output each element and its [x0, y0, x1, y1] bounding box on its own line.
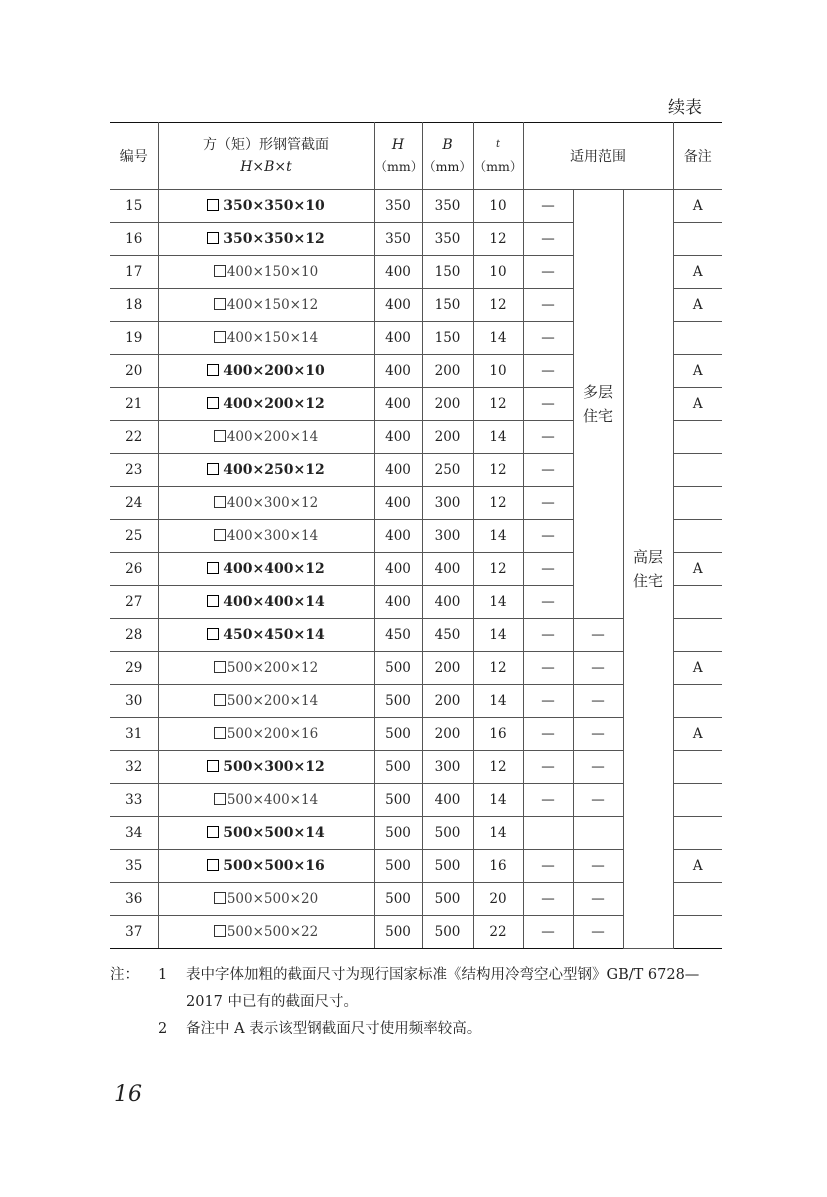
- row-remark: [673, 421, 722, 454]
- note-text: 表中字体加粗的截面尺寸为现行国家标准《结构用冷弯空心型钢》GB/T 6728—2017 中已有的截面尺寸。: [186, 967, 700, 1010]
- section-size-text: 500×500×22: [226, 924, 319, 940]
- row-section: [158, 553, 374, 586]
- row-h: 400: [374, 454, 422, 487]
- section-size-text: 350×350×10: [223, 198, 325, 214]
- row-section: [158, 289, 374, 322]
- square-tube-icon: [207, 463, 219, 475]
- scope-dash-b: —: [573, 652, 623, 685]
- steel-section-table: [110, 122, 722, 949]
- row-h: 350: [374, 223, 422, 256]
- row-no: 36: [110, 883, 158, 916]
- scope-dash-a: —: [523, 322, 573, 355]
- section-size-text: 400×200×12: [223, 396, 325, 412]
- table-header-row: [110, 123, 722, 190]
- scope-dash-a: —: [523, 751, 573, 784]
- header-h-symbol: H: [391, 137, 405, 153]
- row-b: 300: [422, 487, 473, 520]
- section-size: [207, 627, 324, 643]
- row-t: 12: [473, 652, 523, 685]
- row-section: [158, 586, 374, 619]
- row-t: 16: [473, 850, 523, 883]
- row-remark: A: [673, 652, 722, 685]
- note-number: 2: [158, 1021, 168, 1037]
- notes-lead: 注：: [110, 967, 139, 983]
- section-size: [214, 495, 318, 511]
- row-h: 400: [374, 421, 422, 454]
- row-section: [158, 883, 374, 916]
- header-b-unit: （mm）: [423, 159, 472, 174]
- row-b: 400: [422, 784, 473, 817]
- section-size: [214, 693, 318, 709]
- row-no: 15: [110, 190, 158, 223]
- row-h: 400: [374, 355, 422, 388]
- row-no: 23: [110, 454, 158, 487]
- square-tube-icon: [207, 859, 219, 871]
- row-h: 350: [374, 190, 422, 223]
- scope-multi-storey: [573, 190, 623, 619]
- section-size: [207, 561, 324, 577]
- section-size: [207, 198, 324, 214]
- note-number: 1: [158, 967, 168, 983]
- row-section: [158, 223, 374, 256]
- square-tube-icon: [214, 694, 226, 706]
- row-b: 300: [422, 520, 473, 553]
- row-no: 20: [110, 355, 158, 388]
- row-remark: [673, 487, 722, 520]
- row-b: 200: [422, 388, 473, 421]
- section-size-text: 400×150×14: [226, 330, 319, 346]
- section-size-text: 500×200×16: [226, 726, 319, 742]
- header-section-title: 方（矩）形钢管截面: [203, 137, 329, 153]
- row-b: 400: [422, 586, 473, 619]
- section-size-text: 500×300×12: [223, 759, 325, 775]
- row-remark: A: [673, 718, 722, 751]
- section-size-text: 500×500×16: [223, 858, 325, 874]
- section-size-text: 400×300×12: [226, 495, 319, 511]
- section-size: [207, 858, 324, 874]
- scope-dash-b: —: [573, 784, 623, 817]
- section-size: [214, 297, 318, 313]
- square-tube-icon: [214, 661, 226, 673]
- row-section: [158, 619, 374, 652]
- header-no: 编号: [110, 123, 158, 190]
- row-b: 200: [422, 355, 473, 388]
- row-h: 400: [374, 289, 422, 322]
- scope-dash-b: —: [573, 619, 623, 652]
- row-t: 14: [473, 817, 523, 850]
- note-item: [110, 1016, 728, 1043]
- row-section: [158, 454, 374, 487]
- row-section: [158, 751, 374, 784]
- scope-dash-b: —: [573, 751, 623, 784]
- row-t: 10: [473, 355, 523, 388]
- row-no: 35: [110, 850, 158, 883]
- square-tube-icon: [207, 628, 219, 640]
- row-remark: A: [673, 553, 722, 586]
- row-t: 22: [473, 916, 523, 949]
- section-size: [207, 231, 324, 247]
- row-t: 14: [473, 586, 523, 619]
- header-t-symbol: t: [495, 139, 501, 150]
- row-b: 450: [422, 619, 473, 652]
- row-h: 500: [374, 652, 422, 685]
- scope-dash-a: —: [523, 454, 573, 487]
- row-remark: [673, 817, 722, 850]
- scope-dash-a: —: [523, 850, 573, 883]
- section-size: [207, 759, 324, 775]
- row-t: 12: [473, 553, 523, 586]
- row-h: 500: [374, 817, 422, 850]
- row-remark: [673, 223, 722, 256]
- row-h: 500: [374, 685, 422, 718]
- row-b: 500: [422, 817, 473, 850]
- row-section: [158, 850, 374, 883]
- row-section: [158, 190, 374, 223]
- row-section: [158, 685, 374, 718]
- row-t: 14: [473, 784, 523, 817]
- scope-dash-a: —: [523, 289, 573, 322]
- section-size-text: 400×400×14: [223, 594, 325, 610]
- row-h: 500: [374, 718, 422, 751]
- section-size: [214, 726, 318, 742]
- section-size-text: 350×350×12: [223, 231, 325, 247]
- row-h: 400: [374, 520, 422, 553]
- header-t-unit: （mm）: [473, 159, 523, 174]
- scope-dash-a: —: [523, 520, 573, 553]
- row-remark: [673, 322, 722, 355]
- scope-dash-a: —: [523, 784, 573, 817]
- square-tube-icon: [214, 727, 226, 739]
- row-t: 14: [473, 685, 523, 718]
- row-h: 400: [374, 553, 422, 586]
- row-section: [158, 652, 374, 685]
- row-no: 16: [110, 223, 158, 256]
- square-tube-icon: [214, 793, 226, 805]
- row-b: 200: [422, 718, 473, 751]
- scope-dash-a: —: [523, 619, 573, 652]
- section-size-text: 400×200×14: [226, 429, 319, 445]
- row-t: 20: [473, 883, 523, 916]
- row-section: [158, 256, 374, 289]
- section-size: [214, 792, 318, 808]
- section-size-text: 500×400×14: [226, 792, 319, 808]
- square-tube-icon: [207, 760, 219, 772]
- row-no: 18: [110, 289, 158, 322]
- row-remark: A: [673, 256, 722, 289]
- row-t: 12: [473, 751, 523, 784]
- row-no: 32: [110, 751, 158, 784]
- table-row: [110, 190, 722, 223]
- row-t: 14: [473, 619, 523, 652]
- section-size: [214, 528, 318, 544]
- row-t: 12: [473, 388, 523, 421]
- note-text: 备注中 A 表示该型钢截面尺寸使用频率较高。: [186, 1021, 482, 1037]
- square-tube-icon: [207, 232, 219, 244]
- row-remark: A: [673, 289, 722, 322]
- square-tube-icon: [214, 298, 226, 310]
- row-no: 29: [110, 652, 158, 685]
- section-size: [207, 462, 324, 478]
- section-size-text: 500×200×14: [226, 693, 319, 709]
- row-remark: [673, 520, 722, 553]
- square-tube-icon: [214, 892, 226, 904]
- header-section: [158, 123, 374, 190]
- row-h: 500: [374, 784, 422, 817]
- row-section: [158, 388, 374, 421]
- row-b: 500: [422, 916, 473, 949]
- notes-block: [110, 962, 728, 1043]
- row-t: 14: [473, 520, 523, 553]
- row-remark: [673, 586, 722, 619]
- row-section: [158, 916, 374, 949]
- table-body: [110, 190, 722, 949]
- header-remark: 备注: [673, 123, 722, 190]
- section-size: [214, 330, 318, 346]
- scope-dash-a: —: [523, 685, 573, 718]
- scope-dash-a: —: [523, 355, 573, 388]
- section-size-text: 500×500×14: [223, 825, 325, 841]
- scope-dash-b: [573, 817, 623, 850]
- square-tube-icon: [207, 562, 219, 574]
- row-no: 22: [110, 421, 158, 454]
- row-remark: [673, 454, 722, 487]
- scope-dash-a: —: [523, 883, 573, 916]
- scope-multi-label: 多层住宅: [582, 383, 613, 425]
- row-t: 12: [473, 289, 523, 322]
- row-remark: A: [673, 190, 722, 223]
- square-tube-icon: [207, 199, 219, 211]
- row-remark: [673, 784, 722, 817]
- row-no: 34: [110, 817, 158, 850]
- row-b: 500: [422, 850, 473, 883]
- header-t: [473, 123, 523, 190]
- section-size-text: 400×250×12: [223, 462, 325, 478]
- section-size-text: 450×450×14: [223, 627, 325, 643]
- section-size: [214, 924, 318, 940]
- section-size-text: 500×500×20: [226, 891, 319, 907]
- section-size: [214, 264, 318, 280]
- row-t: 12: [473, 223, 523, 256]
- note-item: [110, 962, 728, 1016]
- row-no: 21: [110, 388, 158, 421]
- scope-high-storey: [623, 190, 673, 949]
- row-no: 30: [110, 685, 158, 718]
- row-no: 28: [110, 619, 158, 652]
- section-size: [207, 396, 324, 412]
- row-no: 24: [110, 487, 158, 520]
- scope-dash-b: —: [573, 883, 623, 916]
- square-tube-icon: [214, 265, 226, 277]
- row-h: 500: [374, 751, 422, 784]
- row-remark: A: [673, 355, 722, 388]
- section-size-text: 400×200×10: [223, 363, 325, 379]
- scope-dash-a: —: [523, 487, 573, 520]
- row-section: [158, 718, 374, 751]
- section-size: [207, 825, 324, 841]
- row-section: [158, 355, 374, 388]
- row-b: 200: [422, 685, 473, 718]
- row-b: 500: [422, 883, 473, 916]
- row-section: [158, 520, 374, 553]
- section-size: [207, 363, 324, 379]
- square-tube-icon: [207, 364, 219, 376]
- section-size-text: 400×400×12: [223, 561, 325, 577]
- header-section-formula: H×B×t: [240, 159, 292, 175]
- square-tube-icon: [214, 529, 226, 541]
- row-remark: A: [673, 850, 722, 883]
- row-b: 150: [422, 289, 473, 322]
- row-h: 500: [374, 883, 422, 916]
- scope-dash-a: —: [523, 388, 573, 421]
- scope-dash-a: —: [523, 586, 573, 619]
- header-h: [374, 123, 422, 190]
- scope-dash-b: —: [573, 718, 623, 751]
- square-tube-icon: [207, 397, 219, 409]
- square-tube-icon: [214, 430, 226, 442]
- scope-dash-b: —: [573, 850, 623, 883]
- scope-dash-b: —: [573, 916, 623, 949]
- scope-high-label: 高层住宅: [632, 548, 663, 590]
- page-number: 16: [114, 1082, 142, 1107]
- section-size-text: 400×150×12: [226, 297, 319, 313]
- row-remark: [673, 619, 722, 652]
- row-no: 31: [110, 718, 158, 751]
- row-remark: [673, 883, 722, 916]
- scope-dash-a: —: [523, 652, 573, 685]
- row-no: 33: [110, 784, 158, 817]
- continued-label: 续表: [668, 98, 702, 118]
- scope-dash-a: —: [523, 421, 573, 454]
- row-remark: [673, 751, 722, 784]
- row-no: 17: [110, 256, 158, 289]
- row-b: 350: [422, 223, 473, 256]
- row-remark: [673, 916, 722, 949]
- row-t: 12: [473, 454, 523, 487]
- scope-dash-a: —: [523, 256, 573, 289]
- row-b: 300: [422, 751, 473, 784]
- row-no: 27: [110, 586, 158, 619]
- row-remark: [673, 685, 722, 718]
- row-b: 200: [422, 421, 473, 454]
- scope-dash-a: —: [523, 190, 573, 223]
- row-t: 10: [473, 190, 523, 223]
- section-size: [214, 891, 318, 907]
- scope-dash-a: [523, 817, 573, 850]
- square-tube-icon: [214, 331, 226, 343]
- square-tube-icon: [207, 826, 219, 838]
- row-b: 250: [422, 454, 473, 487]
- row-h: 500: [374, 850, 422, 883]
- header-scope: 适用范围: [523, 123, 673, 190]
- row-section: [158, 421, 374, 454]
- row-remark: A: [673, 388, 722, 421]
- square-tube-icon: [214, 925, 226, 937]
- row-no: 37: [110, 916, 158, 949]
- row-h: 450: [374, 619, 422, 652]
- row-no: 25: [110, 520, 158, 553]
- section-size-text: 500×200×12: [226, 660, 319, 676]
- row-h: 400: [374, 487, 422, 520]
- row-section: [158, 784, 374, 817]
- row-t: 14: [473, 322, 523, 355]
- scope-dash-a: —: [523, 223, 573, 256]
- scope-dash-a: —: [523, 718, 573, 751]
- row-t: 12: [473, 487, 523, 520]
- header-b: [422, 123, 473, 190]
- header-h-unit: （mm）: [374, 159, 424, 174]
- row-h: 400: [374, 388, 422, 421]
- row-t: 16: [473, 718, 523, 751]
- row-b: 150: [422, 256, 473, 289]
- square-tube-icon: [214, 496, 226, 508]
- row-no: 26: [110, 553, 158, 586]
- section-size: [214, 429, 318, 445]
- scope-dash-a: —: [523, 916, 573, 949]
- row-section: [158, 487, 374, 520]
- section-size-text: 400×150×10: [226, 264, 319, 280]
- square-tube-icon: [207, 595, 219, 607]
- row-b: 200: [422, 652, 473, 685]
- row-h: 400: [374, 322, 422, 355]
- section-size: [207, 594, 324, 610]
- row-section: [158, 817, 374, 850]
- header-b-symbol: B: [442, 137, 453, 153]
- row-h: 500: [374, 916, 422, 949]
- row-section: [158, 322, 374, 355]
- row-b: 400: [422, 553, 473, 586]
- row-b: 150: [422, 322, 473, 355]
- row-h: 400: [374, 256, 422, 289]
- scope-dash-b: —: [573, 685, 623, 718]
- row-t: 10: [473, 256, 523, 289]
- row-b: 350: [422, 190, 473, 223]
- scope-dash-a: —: [523, 553, 573, 586]
- row-no: 19: [110, 322, 158, 355]
- section-size-text: 400×300×14: [226, 528, 319, 544]
- row-h: 400: [374, 586, 422, 619]
- section-size: [214, 660, 318, 676]
- row-t: 14: [473, 421, 523, 454]
